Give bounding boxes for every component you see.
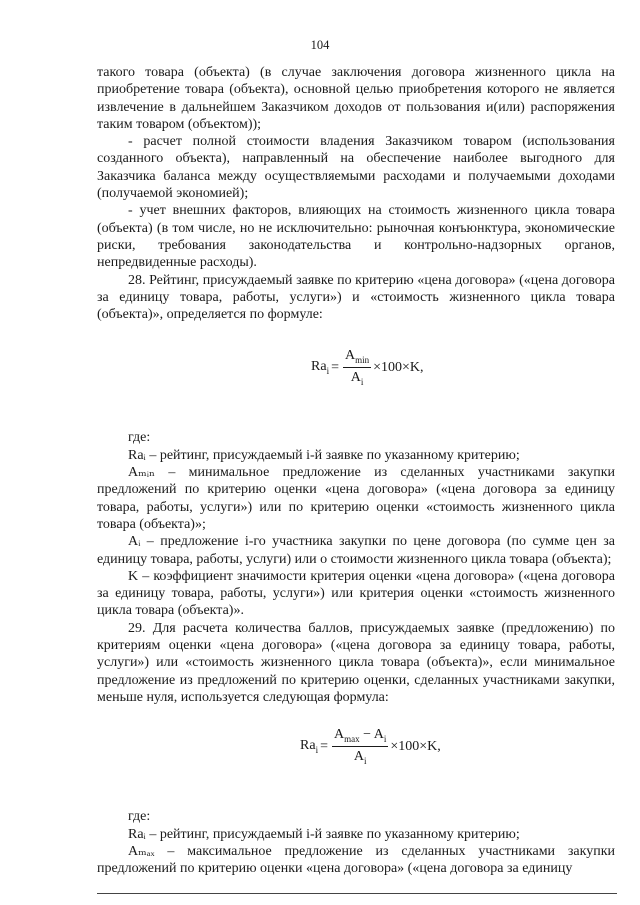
paragraph-continuation: такого товара (объекта) (в случае заключения договора жизненного цикла на приобретение товара (объекта), основной целью приобретения которого не является извлечение в дальнейшем Заказчиком доходов от пользования и(или) распоряжения таким товаром (объектом)); <box>97 65 615 132</box>
paragraph-section-28: 28. Рейтинг, присуждаемый заявке по критерию «цена договора» («цена договора за единицу товара, работы, услуги») и «стоимость жизненного цикла товара (объекта)», определяется по формуле: <box>97 272 615 323</box>
formula-min-price <box>97 339 615 401</box>
formula-lhs: $Ra_i$ <box>300 738 319 755</box>
formula-fraction <box>343 349 371 387</box>
page-number: 104 <box>310 38 330 52</box>
paragraph-where: где: <box>128 430 151 446</box>
formula-denominator: $A_i$ <box>353 749 367 766</box>
formula-numerator: $A_{min}$ <box>343 349 371 368</box>
page-bottom-rule <box>97 893 617 894</box>
paragraph-def-rai: Raᵢ – рейтинг, присуждаемый i-й заявке по указанному критерию; <box>128 447 520 463</box>
formula-equals: = <box>331 360 339 376</box>
formula-fraction <box>332 728 388 766</box>
paragraph-def-k: K – коэффициент значимости критерия оценки «цена договора» («цена договора за единицу товара, работы, услуги») или критерия оценки «стоимость жизненного цикла товара (объекта)». <box>97 568 615 619</box>
paragraph-section-29: 29. Для расчета количества баллов, присуждаемых заявке (предложению) по критериям оценки «цена договора» («цена договора за единицу товара, работы, услуги») или «стоимость жизненного цикла товара (объекта)», если минимальное предложение из предложений по критерию оценки, сделанных участниками закупки, меньше нуля, используется следующая формула: <box>97 620 615 705</box>
paragraph-external-factors: - учет внешних факторов, влияющих на стоимость жизненного цикла товара (объекта) (в том числе, но не исключительно: рыночная конъюнктура, экономические риски, требования законодательства и контрольно-надзорных органов, непредвиденные расходы). <box>97 203 615 271</box>
formula-denominator: $A_i$ <box>350 370 364 388</box>
paragraph-where: где: <box>128 809 151 825</box>
paragraph-def-ai: Aᵢ – предложение i-го участника закупки по цене договора (по сумме цен за единицу товара, работы, услуги) или о стоимости жизненного цикла товара (объекта); <box>97 534 615 567</box>
formula-max-price <box>97 720 615 782</box>
formula-lhs: $Ra_i$ <box>311 359 330 377</box>
paragraph-def-rai: Raᵢ – рейтинг, присуждаемый i-й заявке по указанному критерию; <box>128 826 520 842</box>
formula-equals: = <box>320 739 328 754</box>
formula-rhs: ×100×K, <box>390 739 441 754</box>
formula-rhs: ×100×K, <box>373 360 424 376</box>
paragraph-def-amax: Aₘₐₓ – максимальное предложение из сделанных участниками закупки предложений по критерию оценки «цена договора» («цена договора за единицу <box>97 843 615 877</box>
formula-numerator: $A_{max} - A_i$ <box>332 728 388 747</box>
paragraph-total-cost: - расчет полной стоимости владения Заказчиком товаром (использования созданного объекта), направленный на обеспечение наиболее выгодного для Заказчика баланса между осуществляемыми расходами и получаемыми доходами (получаемой экономией); <box>97 134 615 202</box>
document-body <box>97 64 615 877</box>
paragraph-def-amin: Aₘᵢₙ – минимальное предложение из сделанных участниками закупки предложений по критерию оценки «цена договора» («цена договора за единицу товара, работы, услуги») или по критерию оценки «стоимость жизненного цикла товара (объекта)»; <box>97 465 615 532</box>
